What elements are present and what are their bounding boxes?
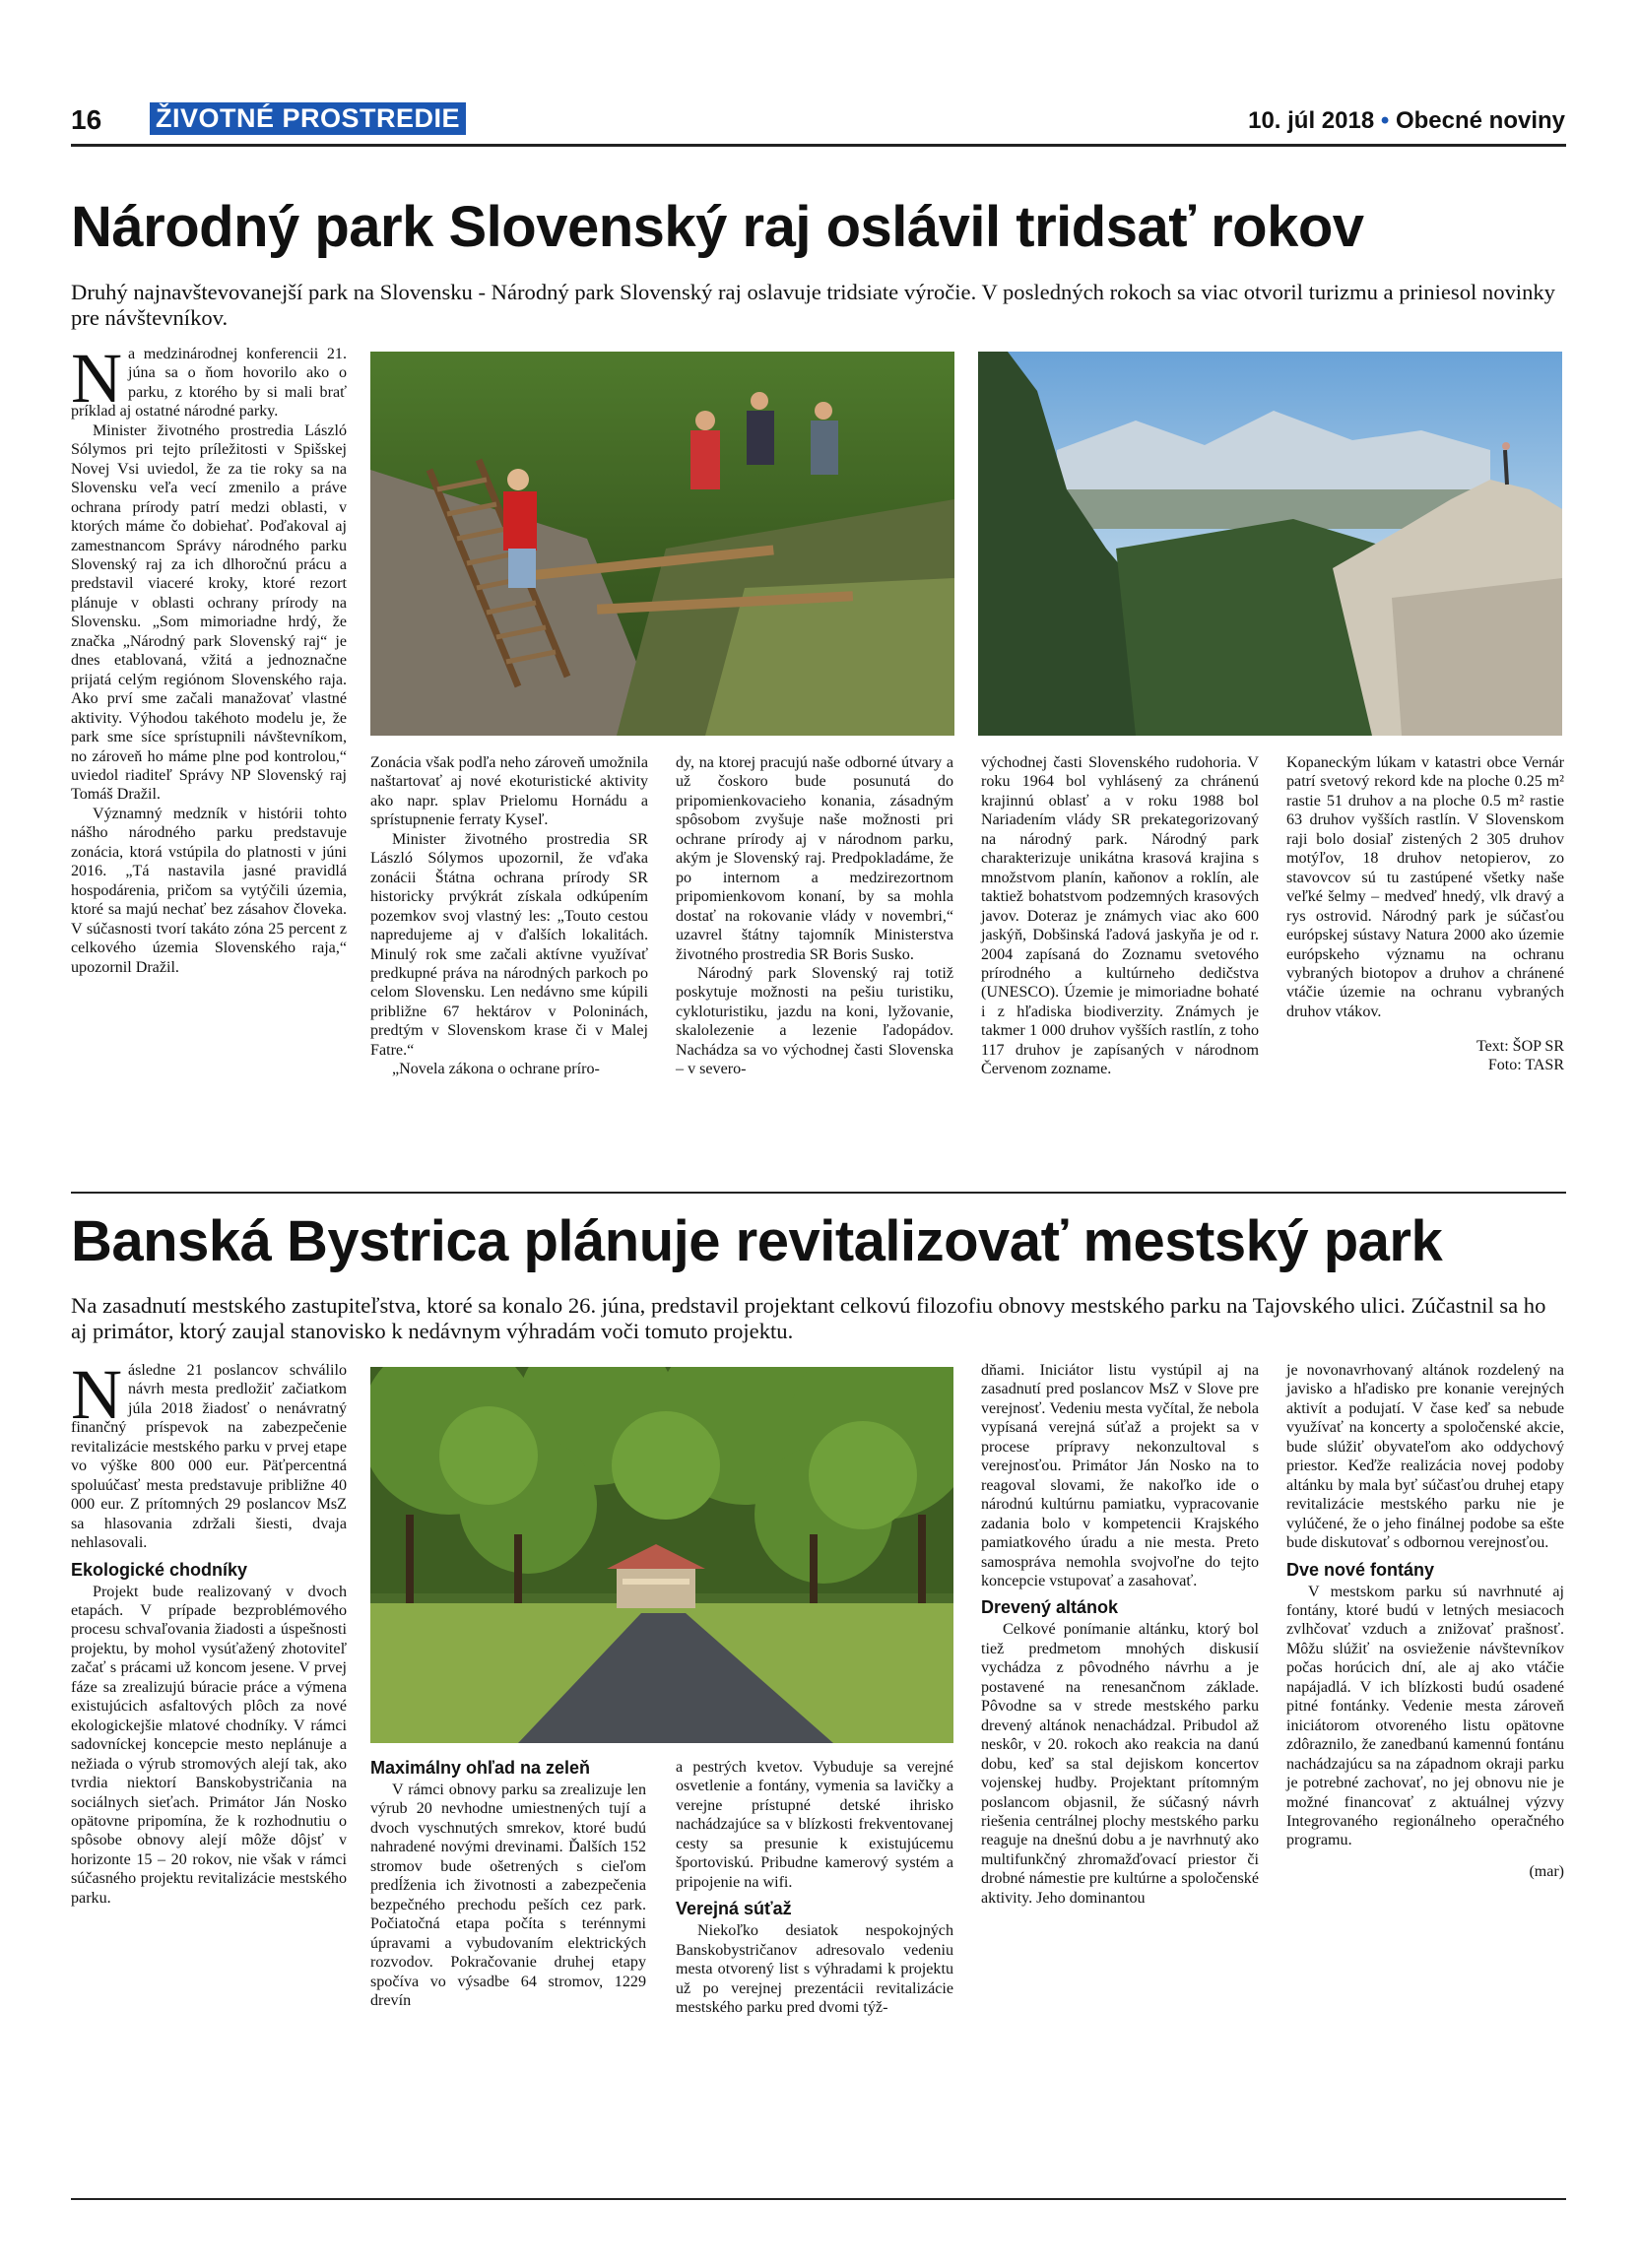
- paragraph: Minister životného prostredia László Sólymos pri tejto príležitosti v Spišskej Novej Vsi uviedol, že za tie roky sa na Slovensku veľa vecí zmenilo a práve ochrana prírody patrí medzi oblasti, v ktorých máme čo dobiehať. Poďakoval aj zamestnancom Správy národného parku Slovenský raj za ich dlhoročnú prácu a predstavil viaceré kroky, ktoré rezort plánuje v oblasti ochrany prírody na Slovensku. „Som mimoriadne hrdý, že značka „Národný park Slovenský raj“ je dnes etablovaná, vžitá a jednoznačne prijatá celým regiónom Slovenského raja. Ako prví sme začali manažovať vlastné aktivity. Výhodou takéhoto modelu je, že park sme síce sprístupnili návštevníkom, no zároveň ho máme plne pod kontrolou,“ uviedol riaditeľ Správy NP Slovenský raj Tomáš Dražil.: [71, 421, 347, 804]
- subheading: Verejná súťaž: [676, 1899, 792, 1919]
- article1-lead: Druhý najnavštevovanejší park na Slovensku - Národný park Slovenský raj oslavuje tridsiate výročie. V posledných rokoch sa viac otvoril turizmu a priniesol novinky pre návštevníkov.: [71, 280, 1555, 330]
- paragraph: V mestskom parku sú navrhnuté aj fontány, ktoré budú v letných mesiacoch zvlhčovať vzduch a znižovať prašnosť. Môžu slúžiť na osvieženie návštevníkov počas horúcich dní, ale aj ako vtáčie napájadlá. V ich blízkosti budú osadené pitné fontánky. Vedenie mesta zároveň iniciátorom otvoreného listu opätovne zdôraznilo, že zanedbanú kamennú fontánu nachádzajúcu sa na západnom okraji parku je potrebné zachovať, no jej obnovu nie je možné financovať z aktuálnej výzvy Integrovaného regionálneho operačného programu.: [1286, 1583, 1564, 1849]
- photo-credit: Foto: TASR: [1487, 1057, 1564, 1074]
- paragraph: Minister životného prostredia SR László Sólymos upozornil, že vďaka zonácii Štátna ochrana prírody SR historicky prvýkrát získala odkúpením pozemkov svoj vlastný les: „Touto cestou napredujeme aj v ďalších lokalitách. Minulý rok sme začali aktívne využívať predkupné práva na národných parkoch po celom Slovensku. Len nedávno sme kúpili približne 67 hektárov v Poloninách, predtým v Slovenskom krase či v Malej Fatre.“: [370, 830, 648, 1059]
- dropcap: N: [71, 339, 122, 418]
- paragraph: Kopaneckým lúkam v katastri obce Vernár patrí svetový rekord kde na ploche 0.25 m² rastie 51 druhov a na ploche 0.5 m² rastie 63 druhov vyšších rastlín. V Slovenskom raji bolo dosiaľ zistených 2 305 druhov motýľov, 18 druhov netopierov, zo stavovcov sú tu zastúpené všetky naše veľké šelmy – medveď hnedý, vlk dravý a rys ostrovid. Národný park je súčasťou európskej sústavy Natura 2000 ako územie európskeho významu na ochranu vybraných biotopov a druhov a chránené vtáčie územie na ochranu vybraných druhov vtákov.: [1286, 754, 1564, 1020]
- article-divider: [71, 1192, 1566, 1194]
- bullet-dot: •: [1380, 107, 1390, 134]
- article1-column-2: [370, 753, 648, 1079]
- photo-mountain-landscape: [978, 352, 1562, 736]
- paragraph: Národný park Slovenský raj totiž poskytuje možnosti na pešiu turistiku, cykloturistiku, jazdu na koni, lyžovanie, skalolezenie a lezenie ľadopádov. Nachádza sa vo východnej časti Slovenska – v severo-: [676, 964, 953, 1078]
- author-signature: (mar): [1529, 1862, 1564, 1880]
- article2-lead: Na zasadnutí mestského zastupiteľstva, ktoré sa konalo 26. júna, predstavil projektant celkovú filozofiu obnovy mestského parku na Tajovského ulici. Zúčastnil sa ho aj primátor, ktorý zaujal stanovisko k nedávnym výhradám voči tomuto projektu.: [71, 1293, 1546, 1343]
- article2-column-2: [370, 1751, 646, 2010]
- paragraph: je novonavrhovaný altánok rozdelený na javisko a hľadisko pre konanie verejných aktivít a podujatí. V čase keď sa nebude využívať na koncerty a spoločenské akcie, bude slúžiť obyvateľom ako oddychový priestor. Keďže realizácia novej podoby altánku by mala byť súčasťou druhej etapy revitalizácie mestského parku nie je vylúčené, že o jeho finálnej podobe sa ešte bude diskutovať s odbornou verejnosťou.: [1286, 1362, 1564, 1552]
- article2-column-5: [1286, 1361, 1564, 1881]
- paragraph: a pestrých kvetov. Vybuduje sa verejné osvetlenie a fontány, vymenia sa lavičky a verejne prístupné detské ihrisko nachádzajúce sa v blízkosti frekventovanej cesty sa presunie k existujúcemu športoviskú. Pribudne kamerový systém a pripojenie na wifi.: [676, 1759, 953, 1891]
- dropcap: N: [71, 1355, 122, 1434]
- article1-headline: Národný park Slovenský raj oslávil tridsať rokov: [71, 195, 1364, 259]
- photo-park-pavilion: [370, 1367, 953, 1743]
- article1-column-3: [676, 753, 953, 1079]
- issue-info: [1248, 107, 1565, 135]
- article2-column-1: [71, 1355, 347, 1908]
- paragraph: Významný medzník v histórii tohto nášho národného parku predstavuje zonácia, ktorá vstúpila do platnosti v júni 2016. „Tá nastavila jasné pravidlá hospodárenia, pričom sa vytýčili územia, ktoré sa majú nechať bez zásahov človeka. V súčasnosti tvorí takáto zóna 25 percent z celkového územia Slovenského raja,“ upozornil Dražil.: [71, 805, 347, 976]
- subheading: Drevený altánok: [981, 1597, 1119, 1618]
- paragraph: Celkové ponímanie altánku, ktorý bol tiež predmetom mnohých diskusií vychádza z pôvodného návrhu a je postavené na renesančnom základe. Pôvodne sa v strede mestského parku drevený altánok nenachádzal. Pribudol až neskôr, v 20. rokoch ako reakcia na danú dobu, keď sa stal dejiskom koncertov vojenskej hudby. Projektant prítomným poslancom objasnil, že súčasný návrh riešenia centrálnej plochy mestského parku reaguje na dnešnú dobu a je navrhnutý ako multifunkčný zhromažďovací priestor či drobné námestie pre kultúrne a spoločenské aktivity. Jeho dominantou: [981, 1621, 1259, 1907]
- header-rule: [71, 144, 1566, 147]
- paragraph: východnej časti Slovenského rudohoria. V roku 1964 bol vyhlásený za chránenú krajinnú oblasť a v roku 1988 bol Nariadením vlády SR prekategorizovaný na národný park. Národný park charakterizuje unikátna krasová krajina s množstvom planín, kaňonov a roklín, ale taktiež bohatstvom podzemných krasových javov. Doteraz je známych viac ako 600 jaskýň, Dobšinská ľadová jaskyňa je od r. 2004 zapísaná do Zoznamu svetového prírodného a kultúrneho dedičstva (UNESCO). Územie je mimoriadne bohaté i z hľadiska biodiverzity. Známych je takmer 1 000 druhov vyšších rastlín, z toho 117 druhov je zapísaných v národnom Červenom zozname.: [981, 754, 1259, 1078]
- article2-headline: Banská Bystrica plánuje revitalizovať mestský park: [71, 1209, 1443, 1273]
- paragraph: Zonácia však podľa neho zároveň umožnila naštartovať aj nové ekoturistické aktivity ako napr. splav Prielomu Hornádu a sprístupnenie ferraty Kyseľ.: [370, 754, 648, 829]
- paragraph: ásledne 21 poslancov schválilo návrh mesta predložiť začiatkom júla 2018 žiadosť o nenávratný finančný príspevok na zabezpečenie revitalizácie mestského parku v prvej etape vo výške 800 000 eur. Päťpercentná spoluúčasť mesta predstavuje približne 40 000 eur. Z prítomných 29 poslancov MsZ sa hlasovania zdržali šiesti, dvaja nehlasovali.: [71, 1362, 347, 1552]
- article1-column-1: [71, 339, 347, 977]
- paragraph: Niekoľko desiatok nespokojných Banskobystričanov adresovalo vedeniu mesta otvorený list s výhradami k projektu už po verejnej prezentácii revitalizácie mestského parku pred dvomi týž-: [676, 1922, 953, 2016]
- publication-name: Obecné noviny: [1395, 107, 1565, 134]
- paragraph: Projekt bude realizovaný v dvoch etapách. V prípade bezproblémového procesu schvaľovania žiadosti a úspešnosti projektu, by mohol vysúťažený zhotoviteľ začať s prácami už koncom jesene. V prvej fáze sa zrealizujú búracie práce a výmena existujúcich asfaltových plôch za nové ekologickejšie mlatové chodníky. V rámci sadovníckej koncepcie mesto neplánuje a nežiada o výrub stromových alejí tak, ako tvrdia niektorí Banskobystričania na sociálnych sieťach. Primátor Ján Nosko opätovne pripomína, že k rozhodnutiu o spôsobe obnovy alejí môže dôjsť v horizonte 15 – 20 rokov, nie však v rámci súčasného projektu revitalizácie mestského parku.: [71, 1583, 347, 1907]
- footer-rule: [71, 2198, 1566, 2200]
- text-credit: Text: ŠOP SR: [1476, 1038, 1564, 1056]
- article2-column-3: [676, 1758, 953, 2017]
- article1-column-4: [981, 753, 1259, 1079]
- paragraph: „Novela zákona o ochrane príro-: [392, 1061, 600, 1078]
- page-number: 16: [71, 104, 102, 135]
- section-label: ŽIVOTNÉ PROSTREDIE: [150, 102, 466, 135]
- article1-column-5: [1286, 753, 1564, 1074]
- subheading: Maximálny ohľad na zeleň: [370, 1758, 590, 1778]
- paragraph: a medzinárodnej konferencii 21. júna sa o ňom hovorilo ako o parku, z ktorého by si mali brať príklad aj ostatné národné parky.: [71, 346, 347, 421]
- issue-date: 10. júl 2018: [1248, 107, 1375, 134]
- paragraph: V rámci obnovy parku sa zrealizuje len výrub 20 nevhodne umiestnených tují a dvoch vyschnutých smrekov, ktoré budú nahradené novými drevinami. Ďalších 152 stromov bude ošetrených s cieľom predĺženia ich životnosti a zabezpečenia bezpečného prechodu peších cez park. Počiatočná etapa počíta s terénnymi úpravami a vybudovaním elektrických rozvodov. Pokračovanie druhej etapy spočíva vo výsadbe 64 stromov, 1229 drevín: [370, 1782, 646, 2009]
- photo-hikers-ladders: [370, 352, 954, 736]
- paragraph: dňami. Iniciátor listu vystúpil aj na zasadnutí pred poslancov MsZ v Slove pre verejnosť. Vedeniu mesta vyčítal, že nebola vypísaná verejná súťaž a projekt sa v procese prípravy nekonzultoval s verejnosťou. Primátor Ján Nosko na to reagoval slovami, že nakoľko ide o národnú kultúrnu pamiatku, vypracovanie zadania bolo v kompetencii Krajského pamiatkového úradu a nie mesta. Preto samospráva nemohla svojvoľne do tejto koncepcie vstupovať a zasahovať.: [981, 1362, 1259, 1589]
- paragraph: dy, na ktorej pracujú naše odborné útvary a už čoskoro bude posunutá do pripomienkovacieho konania, zásadným spôsobom zvyšuje naše možnosti pri ochrane prírody aj v národnom parku, akým je Slovenský raj. Predpokladáme, že po internom a medzirezortnom pripomienkovom konaní, by sa mohla dostať na rokovanie vlády v novembri,“ uzavrel štátny tajomník Ministerstva životného prostredia SR Boris Susko.: [676, 754, 953, 963]
- subheading: Dve nové fontány: [1286, 1559, 1435, 1580]
- subheading: Ekologické chodníky: [71, 1559, 248, 1580]
- article2-column-4: [981, 1361, 1259, 1908]
